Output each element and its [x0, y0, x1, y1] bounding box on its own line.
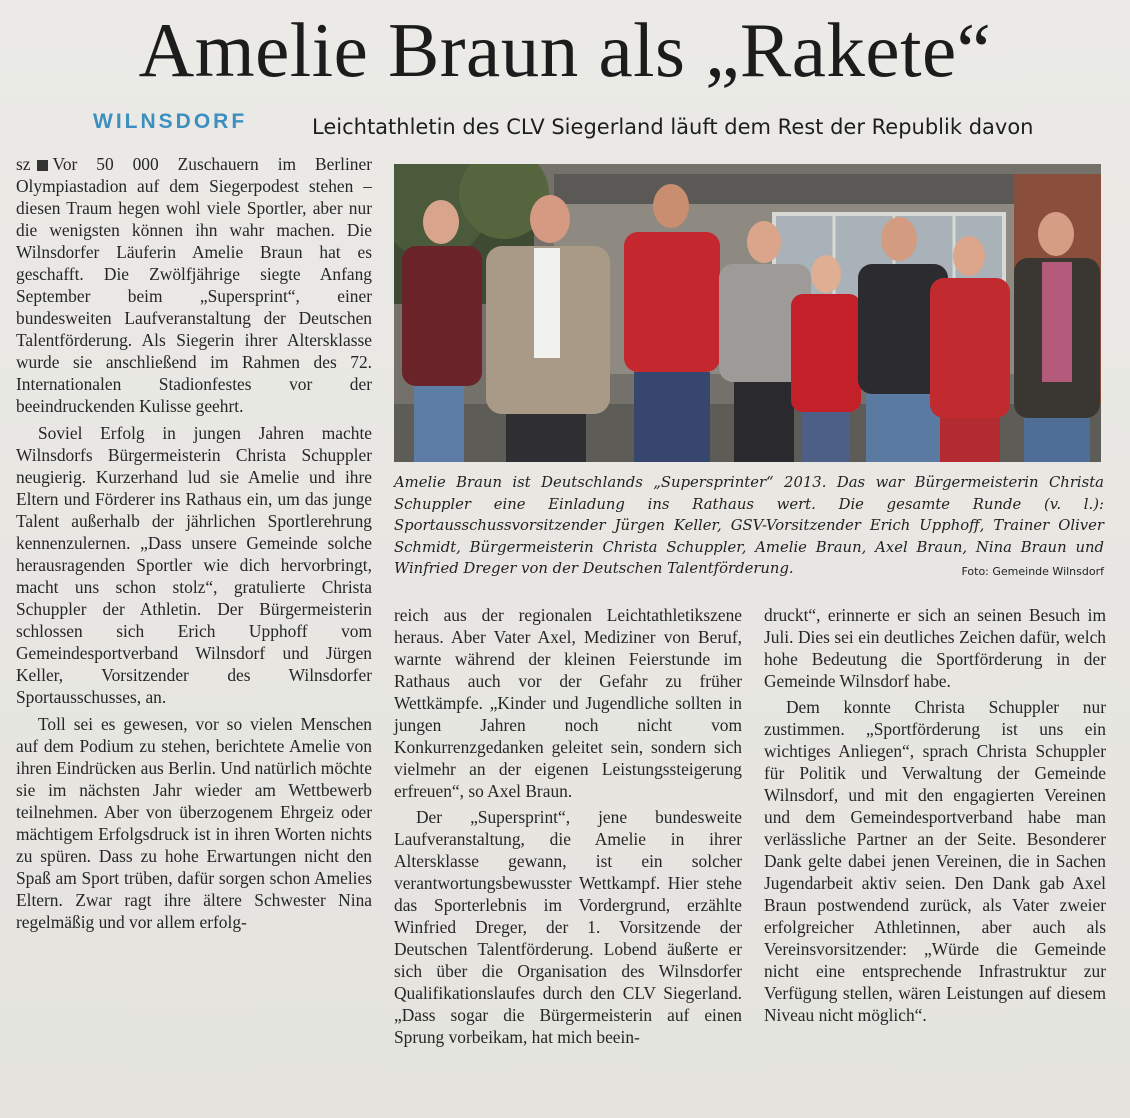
- group-photo: [394, 164, 1101, 462]
- article-column-3: [764, 604, 1106, 1026]
- article-paragraph: Der „Supersprint“, jene bundesweite Laufveranstaltung, die Amelie in ihrer Altersklasse gewann, ist ein solcher verantwortungsbewusster Wettkampf. Hier stehe das Sporterlebnis im Vordergrund, erzählte Winfried Dreger, der 1. Vorsitzende der Deutschen Talentförderung. Lobend äußerte er sich über die Organisation des Wilnsdorfer Qualifikationslaufes durch den CLV Siegerland. „Dass sogar die Bürgermeisterin auf einen Sprung vorbeikam, hat mich beein-: [394, 807, 742, 1047]
- paragraph-text: Vor 50 000 Zuschauern im Berliner Olympiastadion auf dem Siegerpodest stehen – diesen Traum hegen wohl viele Sportler, aber nur die wenigsten können ihn wahr machen. Die Wilnsdorfer Läuferin Amelie Braun hat es geschafft. Die Zwölfjährige siegte Anfang September beim „Supersprint“, einer bundesweiten Laufveranstaltung der Deutschen Talentförderung. Als Siegerin ihrer Altersklasse wurde sie anschließend im Rahmen des 72. Internationalen Stadionfestes vor der beeindruckenden Kulisse geehrt.: [16, 154, 372, 416]
- kicker-location: WILNSDORF: [93, 110, 248, 133]
- article-column-1: [16, 153, 372, 933]
- article-paragraph: reich aus der regionalen Leichtathletikszene heraus. Aber Vater Axel, Mediziner von Beruf, warnte während der kleinen Feierstunde im Rathaus auch vor der Gefahr zu früher Wettkämpfe. „Kinder und Jugendliche sollten in jungen Jahren noch nicht vom Konkurrenzgedanken geleitet sein, sondern sich vielmehr an der eigenen Leistungssteigerung erfreuen“, so Axel Braun.: [394, 605, 742, 801]
- author-separator-square: [37, 160, 48, 171]
- article-paragraph: [16, 153, 372, 417]
- photo-caption: [394, 472, 1104, 583]
- article-paragraph: Soviel Erfolg in jungen Jahren machte Wilnsdorfs Bürgermeisterin Christa Schuppler neugierig. Kurzerhand lud sie Amelie und ihre Eltern und Förderer ins Rathaus ein, um das junge Talent außerhalb der jährlichen Sportlerehrung kennenzulernen. „Dass unsere Gemeinde solche herausragenden Sportler wie dich hervorbringt, macht uns schon stolz“, gratulierte Christa Schuppler der Athletin. Der Bürgermeisterin schlossen sich Erich Upphoff vom Gemeindesportverband Wilnsdorf und Jürgen Keller, Vorsitzender des Wilnsdorfer Sportausschusses, an.: [16, 423, 372, 707]
- group-photo-illustration: [394, 164, 1101, 462]
- article-paragraph: druckt“, erinnerte er sich an seinen Besuch im Juli. Dies sei ein deutliches Zeichen dafür, welch hohe Bedeutung die Sportförderung in der Gemeinde Wilnsdorf habe.: [764, 605, 1106, 691]
- article-paragraph: Dem konnte Christa Schuppler nur zustimmen. „Sportförderung ist uns ein wichtiges Anliegen“, sprach Christa Schuppler für Politik und Verwaltung der Gemeinde Wilnsdorf, und mit den engagierten Vereinen und dem Gemeindesportverband habe man verlässliche Partner an der Seite. Besonderer Dank gelte dabei jenen Vereinen, die in Sachen Jugendarbeit aktiv seien. Den Dank gab Axel Braun postwendend zurück, als Vater zweier erfolgreicher Athletinnen, aber auch als Vereinsvorsitzender: „Würde die Gemeinde nicht eine entsprechende Infrastruktur zur Verfügung stellen, wären Leistungen auf diesem Niveau nicht möglich“.: [764, 697, 1106, 1025]
- caption-text: Amelie Braun ist Deutschlands „Supersprinter“ 2013. Das war Bürgermeisterin Christa Schuppler eine Einladung ins Rathaus wert. Die gesamte Runde (v. l.): Sportausschussvorsitzender Jürgen Keller, GSV-Vorsitzender Erich Upphoff, Trainer Oliver Schmidt, Bürgermeisterin Christa Schuppler, Amelie Braun, Axel Braun, Nina Braun und Winfried Dreger von der Deutschen Talentförderung.: [394, 474, 1104, 577]
- photo-credit: Foto: Gemeinde Wilnsdorf: [961, 565, 1104, 578]
- headline: Amelie Braun als „Rakete“: [138, 7, 992, 93]
- article-paragraph: Toll sei es gewesen, vor so vielen Menschen auf dem Podium zu stehen, berichtete Amelie von ihren Eindrücken aus Berlin. Und natürlich möchte sie im nächsten Jahr wieder am Wettbewerb teilnehmen. Aber von überzogenem Ehrgeiz oder mächtigem Erfolgsdruck ist in ihren Worten nichts zu spüren. Dass zu hohe Erwartungen nicht den Spaß am Sport trüben, dafür sorgen schon Amelies Eltern. Zwar ragt ihre ältere Schwester Nina regelmäßig und vor allem erfolg-: [16, 714, 372, 932]
- subheadline: Leichtathletin des CLV Siegerland läuft dem Rest der Republik davon: [312, 115, 1034, 139]
- author-initials: sz: [16, 154, 31, 174]
- article-column-2: [394, 604, 742, 1048]
